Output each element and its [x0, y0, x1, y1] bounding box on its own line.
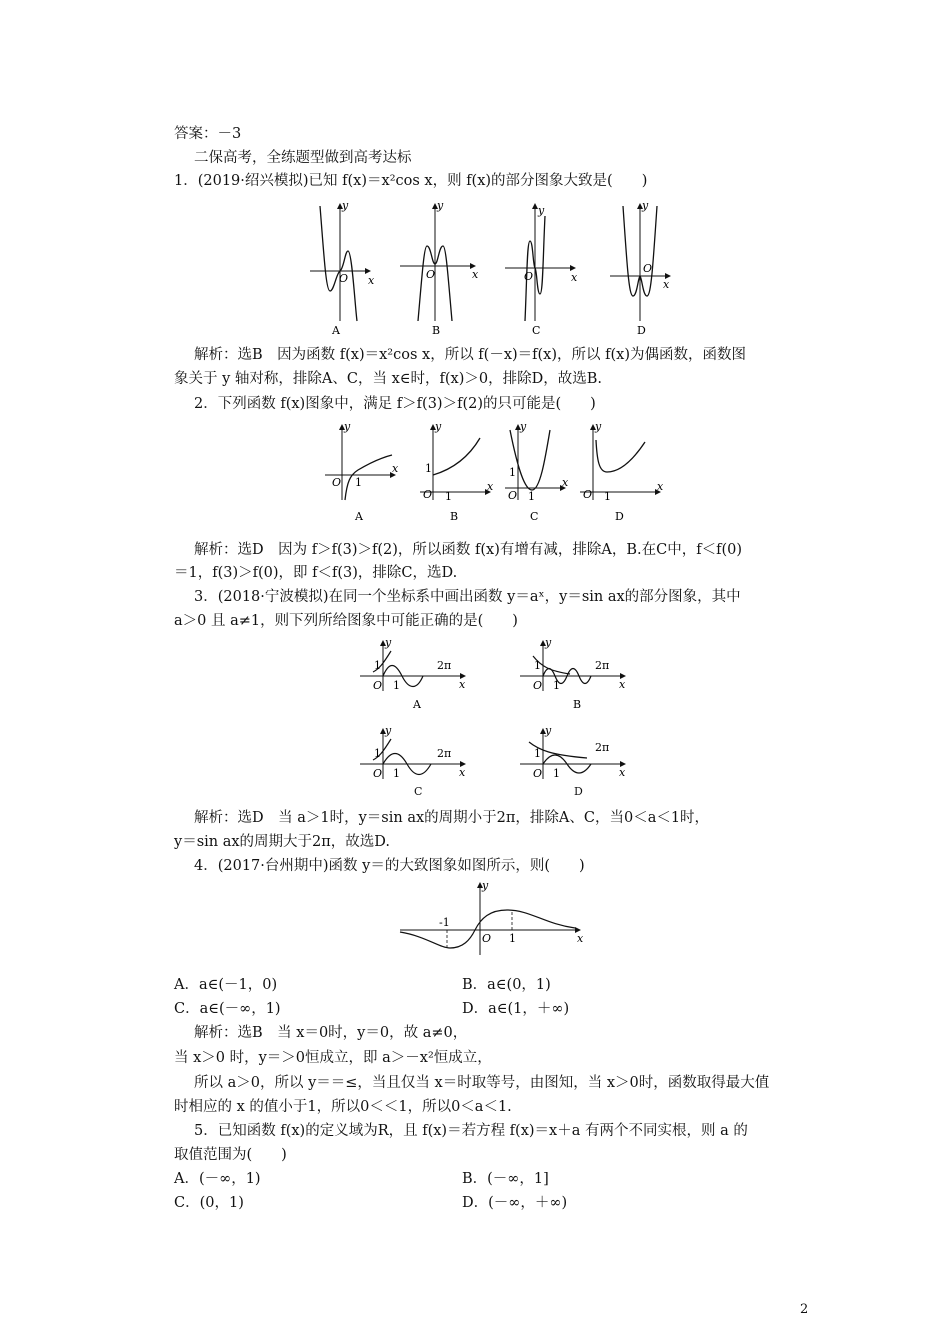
q2a-x: x — [392, 462, 399, 475]
q2c-one-y: 1 — [509, 466, 516, 479]
q3b-o: O — [533, 679, 543, 692]
q4-stem: 4．(2017·台州期中)函数 y＝的大致图象如图所示，则( ) — [194, 858, 585, 874]
q2c-x: x — [562, 476, 569, 489]
q2b-o: O — [423, 488, 433, 501]
q3-graph-c — [360, 724, 466, 780]
q3d-x: x — [619, 766, 626, 779]
q3a-x: x — [459, 678, 466, 691]
q3-graph-d — [520, 724, 626, 780]
q1b-y: y — [437, 199, 444, 212]
q1-graphs — [300, 196, 680, 346]
q3c-one-y: 1 — [374, 747, 381, 760]
q3a-o: O — [373, 679, 383, 692]
q3-solution-2: y＝sin ax的周期大于2π，故选D. — [174, 834, 391, 850]
q2-solution-1: 解析：选D 因为 f＞f(3)＞f(2)，所以函数 f(x)有增有减，排除A，B.在C中，f＜f(0) — [194, 542, 742, 558]
q2b-one-y: 1 — [425, 462, 432, 475]
q2-label-a: A — [355, 510, 363, 523]
q2-stem: 2．下列函数 f(x)图象中，满足 f＞f(3)＞f(2)的只可能是( ) — [194, 396, 596, 412]
q1-stem: 1．(2019·绍兴模拟)已知 f(x)＝x²cos x，则 f(x)的部分图象大致是( ) — [174, 173, 648, 189]
q2d-o: O — [583, 488, 593, 501]
q2-label-d: D — [615, 510, 624, 523]
q5-stem-2: 取值范围为( ) — [174, 1147, 287, 1163]
q2a-y: y — [344, 420, 351, 433]
q3c-one-x: 1 — [393, 767, 400, 780]
q2c-o: O — [508, 489, 518, 502]
q4-y: y — [482, 880, 489, 892]
q1c-x: x — [571, 271, 578, 284]
q3c-y: y — [385, 724, 392, 737]
answer-line: 答案：－3 — [174, 126, 242, 142]
q3c-x: x — [459, 766, 466, 779]
q2d-y: y — [595, 420, 602, 433]
q3b-one-x: 1 — [553, 679, 560, 692]
q3-label-d: D — [574, 785, 583, 798]
q4-option-b[interactable]: B．a∈(0，1) — [462, 977, 551, 993]
q3-graphs — [355, 636, 645, 806]
q4-neg-one: -1 — [439, 916, 450, 929]
q5-option-b[interactable]: B．(－∞，1] — [462, 1171, 549, 1187]
q4-o: O — [482, 932, 492, 945]
q1-solution-2: 象关于 y 轴对称，排除A、C，当 x∈时，f(x)＞0，排除D，故选B. — [174, 371, 602, 387]
q3d-y: y — [545, 724, 552, 737]
q3a-one-y: 1 — [374, 659, 381, 672]
q4-solution-2: 当 x＞0 时，y＝＞0恒成立，即 a＞－x²恒成立， — [174, 1050, 492, 1066]
q3-label-b: B — [573, 698, 582, 711]
q3d-o: O — [533, 767, 543, 780]
q3-graph-a — [360, 636, 466, 711]
q3-graph-b — [520, 636, 626, 711]
q4-solution-3: 所以 a＞0，所以 y＝＝≤，当且仅当 x＝时取等号，由图知，当 x＞0时，函数取得最大值 — [194, 1075, 770, 1091]
q3-stem-2: a＞0 且 a≠1，则下列所给图象中可能正确的是( ) — [174, 613, 518, 629]
q4-solution-1: 解析：选B 当 x＝0时，y＝0，故 a≠0， — [194, 1025, 468, 1041]
q3a-one-x: 1 — [393, 679, 400, 692]
q2c-y: y — [520, 420, 527, 433]
q3-label-a: A — [413, 698, 421, 711]
q4-option-d[interactable]: D．a∈(1，＋∞) — [462, 1001, 570, 1017]
q1a-y: y — [342, 199, 349, 212]
q1-graph-d — [610, 199, 670, 337]
q3b-two-pi: 2π — [595, 659, 610, 672]
q3d-one-x: 1 — [553, 767, 560, 780]
q2-graph-a — [325, 420, 399, 523]
q2-graph-b — [420, 420, 494, 523]
q3a-two-pi: 2π — [437, 659, 452, 672]
q3b-y: y — [545, 636, 552, 649]
q1b-x: x — [472, 268, 479, 281]
q2b-one-x: 1 — [445, 490, 452, 503]
q2b-x: x — [487, 480, 494, 493]
q5-option-d[interactable]: D．(－∞，＋∞) — [462, 1195, 568, 1211]
q1b-o: O — [426, 268, 436, 281]
q1-graph-b — [400, 199, 479, 337]
q4-option-a[interactable]: A．a∈(－1，0) — [174, 977, 278, 993]
q1d-x: x — [663, 278, 670, 291]
q3b-one-y: 1 — [534, 659, 541, 672]
q1-graph-a — [310, 199, 375, 337]
section-title: 二保高考，全练题型做到高考达标 — [194, 150, 412, 166]
q2d-x: x — [657, 480, 664, 493]
page-number: 2 — [800, 1302, 809, 1317]
q1c-o: O — [524, 270, 534, 283]
q3-solution-1: 解析：选D 当 a＞1时，y＝sin ax的周期小于2π，排除A、C，当0＜a＜1时， — [194, 810, 710, 826]
q2a-one: 1 — [355, 476, 362, 489]
q2b-y: y — [435, 420, 442, 433]
q1-solution-1: 解析：选B 因为函数 f(x)＝x²cos x，所以 f(－x)＝f(x)，所以 f(x)为偶函数，函数图 — [194, 347, 746, 363]
q5-option-a[interactable]: A．(－∞，1) — [174, 1171, 261, 1187]
q2-solution-2: ＝1，f(3)＞f(0)，即 f＜f(3)，排除C，选D. — [174, 565, 458, 581]
q2-label-c: C — [530, 510, 539, 523]
q1-graph-c — [505, 204, 578, 337]
q5-option-c[interactable]: C．(0，1) — [174, 1195, 244, 1211]
q2-graphs — [320, 420, 670, 530]
q3c-o: O — [373, 767, 383, 780]
q2c-one-x: 1 — [528, 490, 535, 503]
q1-label-b: B — [432, 324, 441, 337]
q3d-one-y: 1 — [534, 747, 541, 760]
q3d-two-pi: 2π — [595, 741, 610, 754]
q4-option-c[interactable]: C．a∈(－∞，1) — [174, 1001, 281, 1017]
q1a-o: O — [339, 272, 349, 285]
q3c-two-pi: 2π — [437, 747, 452, 760]
q2a-o: O — [332, 476, 342, 489]
q2-label-b: B — [450, 510, 459, 523]
q1a-x: x — [368, 274, 375, 287]
q1-label-c: C — [532, 324, 541, 337]
q4-one: 1 — [509, 932, 516, 945]
q3a-y: y — [385, 636, 392, 649]
q4-x: x — [577, 932, 584, 945]
q1-label-d: D — [637, 324, 646, 337]
q2-graph-c — [505, 420, 569, 523]
q4-solution-4: 时相应的 x 的值小于1，所以0＜＜1，所以0＜a＜1. — [174, 1099, 512, 1115]
q1-label-a: A — [332, 324, 340, 337]
q1c-y: y — [538, 204, 545, 217]
q5-stem-1: 5．已知函数 f(x)的定义域为R，且 f(x)＝若方程 f(x)＝x＋a 有两个不同实根，则 a 的 — [194, 1123, 748, 1139]
q3b-x: x — [619, 678, 626, 691]
q1d-y: y — [642, 199, 649, 212]
q3-stem-1: 3．(2018·宁波模拟)在同一个坐标系中画出函数 y＝aˣ，y＝sin ax的部分图象，其中 — [194, 589, 741, 605]
q2d-one-x: 1 — [604, 490, 611, 503]
q3-label-c: C — [414, 785, 423, 798]
q4-graph — [395, 880, 595, 960]
q2-graph-d — [580, 420, 664, 523]
q1d-o: O — [643, 262, 653, 275]
